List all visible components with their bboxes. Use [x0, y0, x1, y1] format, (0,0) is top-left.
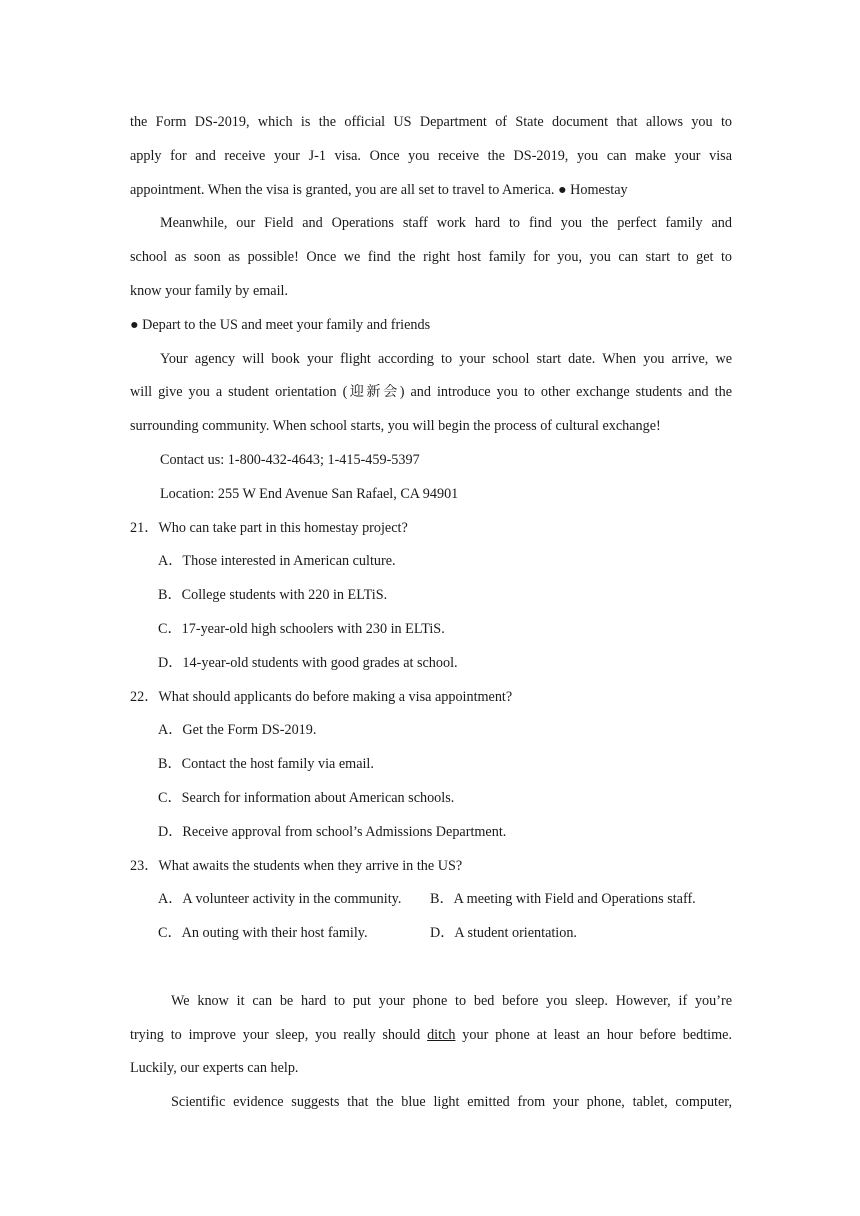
document-page [130, 110, 732, 1124]
contact-line: Contact us: 1-800-432-4643; 1-415-459-5397 [160, 451, 420, 468]
passage-line: Luckily, our experts can help. [130, 1060, 299, 1077]
passage-line: Meanwhile, our Field and Operations staff work hard to find you the perfect family and [160, 215, 732, 232]
question-option: B．Contact the host family via email. [158, 756, 374, 773]
passage-line: school as soon as possible! Once we find the right host family for you, you can start to get to [130, 249, 732, 266]
question-option: B．College students with 220 in ELTiS. [158, 587, 388, 604]
passage-line: Your agency will book your flight according to your school start date. When you arrive, we [160, 350, 732, 367]
passage-line: will give you a student orientation (迎新会) and introduce you to other exchange students and the [130, 384, 732, 401]
option-row [130, 887, 732, 921]
passage-line: the Form DS-2019, which is the official US Department of State document that allows you to [130, 114, 732, 130]
passage-line: appointment. When the visa is granted, you are all set to travel to America. ● Homestay [130, 181, 628, 198]
underlined-word: ditch [427, 1026, 456, 1043]
question-option: C．An outing with their host family. [158, 925, 368, 942]
passage-line: We know it can be hard to put your phone to bed before you sleep. However, if you’re [171, 992, 732, 1009]
blank-gap [130, 955, 732, 989]
passage-line: know your family by email. [130, 282, 289, 299]
question-option: C．17-year-old high schoolers with 230 in ELTiS. [158, 620, 445, 637]
text-run: trying to improve your sleep, you really should [130, 1026, 428, 1043]
section-heading-depart: ● Depart to the US and meet your family and friends [130, 316, 431, 333]
question-stem: 21．Who can take part in this homestay project? [130, 519, 408, 536]
question-stem: 23．What awaits the students when they arrive in the US? [130, 857, 463, 874]
question-option: A．Those interested in American culture. [158, 553, 396, 570]
passage-line [130, 1023, 732, 1057]
question-stem: 22．What should applicants do before making a visa appointment? [130, 688, 513, 705]
location-line: Location: 255 W End Avenue San Rafael, CA 94901 [160, 485, 459, 502]
text-run: your phone at least an hour before bedtime. [455, 1026, 732, 1043]
question-option: A．A volunteer activity in the community. [158, 891, 402, 908]
passage-line: Scientific evidence suggests that the blue light emitted from your phone, tablet, computer, [171, 1094, 732, 1111]
question-option: D．14-year-old students with good grades at school. [158, 654, 458, 671]
passage-line: surrounding community. When school starts, you will begin the process of cultural exchange! [130, 418, 661, 435]
passage-line: apply for and receive your J-1 visa. Once you receive the DS-2019, you can make your visa [130, 147, 732, 164]
question-option: C．Search for information about American schools. [158, 789, 455, 806]
question-option: A．Get the Form DS-2019. [158, 722, 317, 739]
question-option: B．A meeting with Field and Operations staff. [430, 891, 696, 908]
question-option: D．A student orientation. [430, 925, 577, 942]
question-option: D．Receive approval from school’s Admissions Department. [158, 823, 507, 840]
option-row [130, 921, 732, 955]
